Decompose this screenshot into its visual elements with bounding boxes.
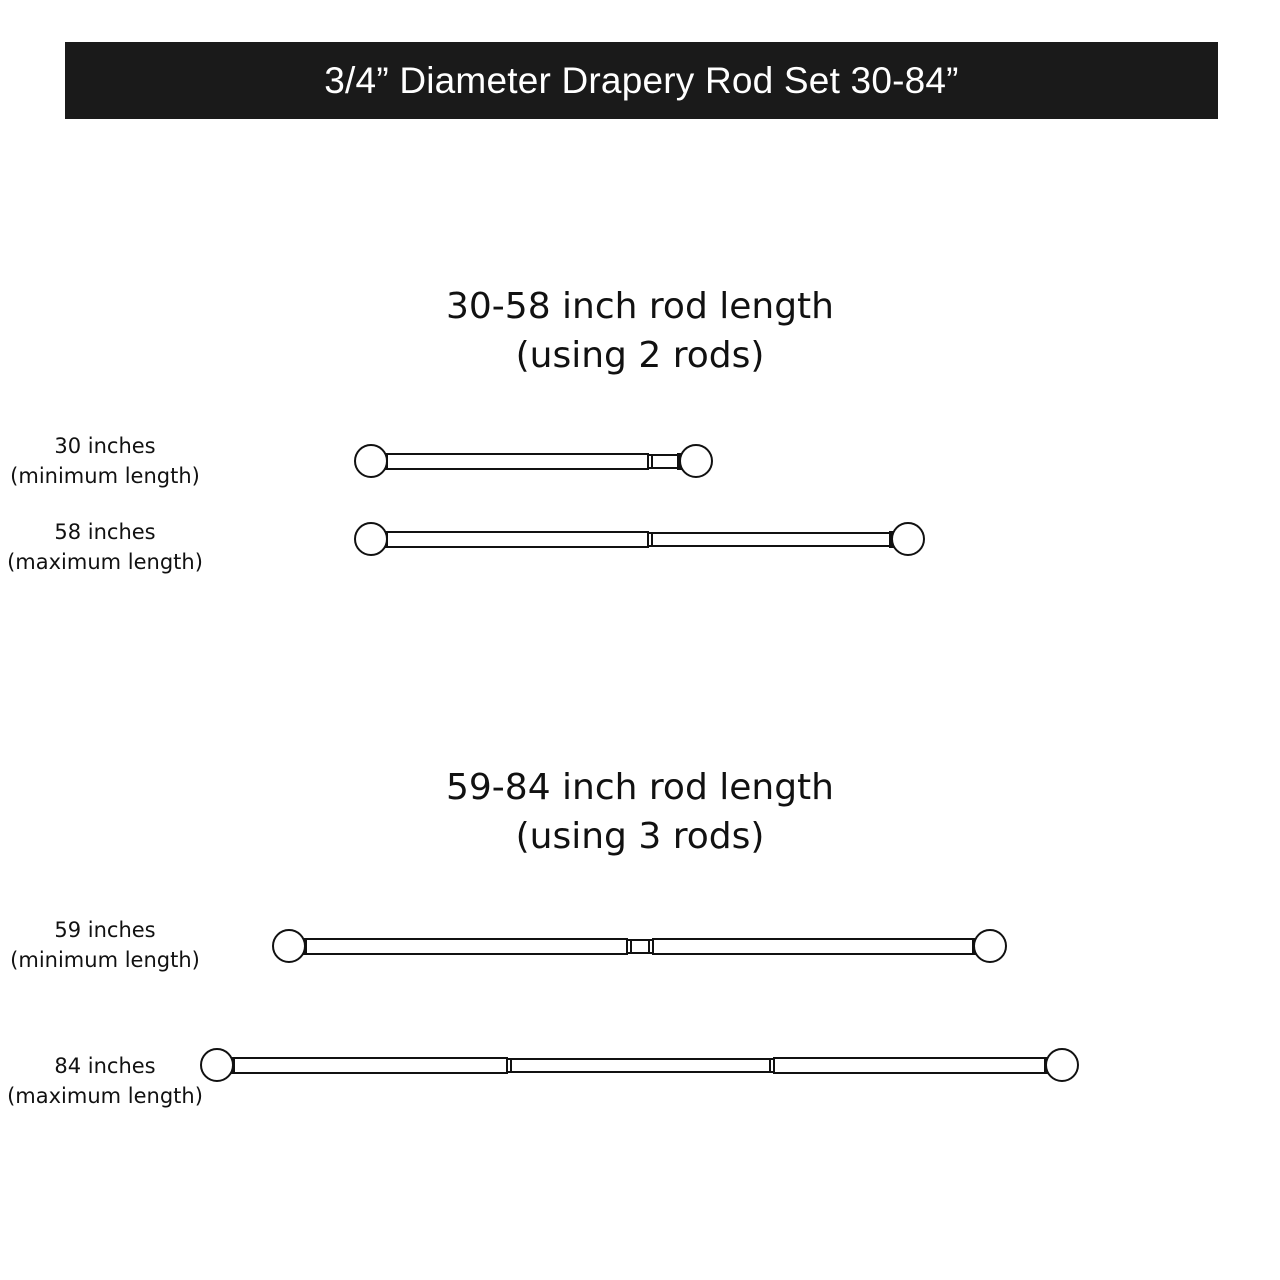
finial-left: [355, 445, 387, 477]
page-title: 3/4” Diameter Drapery Rod Set 30-84”: [324, 59, 959, 101]
rod-segment: [774, 1058, 1047, 1073]
finial-left: [273, 930, 305, 962]
length-text: 30 inches: [54, 434, 156, 458]
rod-segment: [305, 939, 627, 954]
length-kind-text: (maximum length): [7, 1084, 203, 1108]
rod-segment: [386, 532, 648, 547]
rod-segment: [653, 939, 975, 954]
rod-segment: [233, 1058, 507, 1073]
rod-segment: [652, 455, 680, 468]
length-kind-text: (maximum length): [7, 550, 203, 574]
section-range-text: 59-84 inch rod length: [445, 767, 834, 808]
section-rod-count-text: (using 3 rods): [515, 816, 765, 857]
rod-segment: [631, 940, 649, 953]
finial-left: [355, 523, 387, 555]
section-range-text: 30-58 inch rod length: [445, 286, 834, 327]
rod-segment: [386, 454, 648, 469]
length-text: 84 inches: [54, 1054, 156, 1078]
finial-right: [1046, 1049, 1078, 1081]
length-text: 58 inches: [54, 520, 156, 544]
section-rod-count-text: (using 2 rods): [515, 335, 765, 376]
finial-left: [201, 1049, 233, 1081]
finial-right: [892, 523, 924, 555]
length-text: 59 inches: [54, 918, 156, 942]
length-kind-text: (minimum length): [10, 948, 200, 972]
rod-59-inches: [273, 930, 1006, 962]
finial-right: [974, 930, 1006, 962]
rod-30-inches: [355, 445, 712, 477]
rod-58-inches: [355, 523, 924, 555]
length-kind-text: (minimum length): [10, 464, 200, 488]
finial-right: [680, 445, 712, 477]
rod-segment: [511, 1059, 770, 1072]
rod-84-inches: [201, 1049, 1078, 1081]
rod-segment: [652, 533, 892, 546]
